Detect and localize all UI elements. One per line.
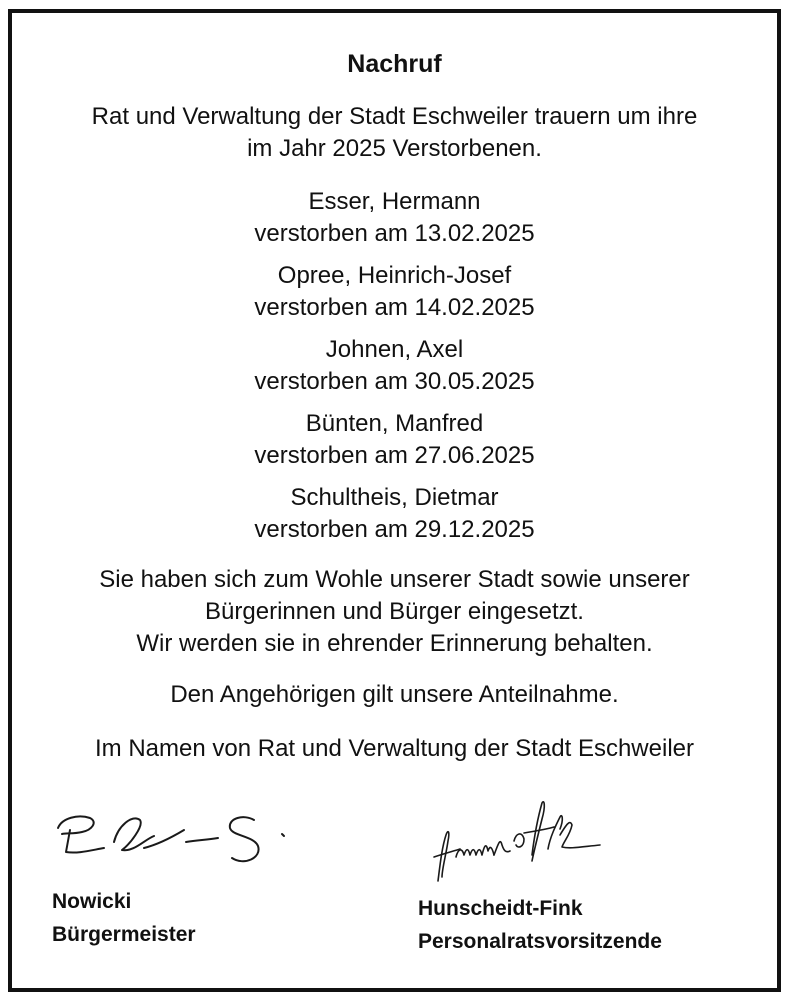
signatory-role: Bürgermeister <box>52 923 196 946</box>
intro-line-1: Rat und Verwaltung der Stadt Eschweiler trauern um ihre <box>91 103 698 130</box>
signature-hunscheidt-fink <box>420 795 610 890</box>
closing-text: Im Namen von Rat und Verwaltung der Stadt Eschweiler <box>95 735 694 762</box>
deceased-date: verstorben am 13.02.2025 <box>254 220 535 247</box>
deceased-name: Esser, Hermann <box>308 188 481 215</box>
deceased-name: Schultheis, Dietmar <box>290 484 499 511</box>
signatory-role: Personalratsvorsitzende <box>418 930 662 953</box>
deceased-name: Bünten, Manfred <box>305 410 484 437</box>
signature-nowicki <box>48 800 298 870</box>
deceased-date: verstorben am 30.05.2025 <box>254 368 535 395</box>
deceased-entry <box>0 482 789 546</box>
deceased-entry <box>0 186 789 250</box>
intro-line-2: im Jahr 2025 Verstorbenen. <box>247 135 542 162</box>
deceased-name: Johnen, Axel <box>325 336 464 363</box>
notice-title: Nachruf <box>347 50 442 78</box>
deceased-date: verstorben am 29.12.2025 <box>254 516 535 543</box>
deceased-name: Opree, Heinrich-Josef <box>277 262 512 289</box>
deceased-entry <box>0 408 789 472</box>
deceased-date: verstorben am 14.02.2025 <box>254 294 535 321</box>
signatory-name: Nowicki <box>52 890 132 913</box>
signatory-name: Hunscheidt-Fink <box>418 897 583 920</box>
signatory-staff-council <box>418 892 662 958</box>
signatory-mayor <box>52 885 196 951</box>
tribute-line-2: Bürgerinnen und Bürger eingesetzt. <box>205 598 584 625</box>
tribute-text <box>0 564 789 660</box>
tribute-line-1: Sie haben sich zum Wohle unserer Stadt sowie unserer <box>99 566 690 593</box>
intro-text <box>0 101 789 165</box>
deceased-entry <box>0 334 789 398</box>
deceased-entry <box>0 260 789 324</box>
deceased-date: verstorben am 27.06.2025 <box>254 442 535 469</box>
condolence-text: Den Angehörigen gilt unsere Anteilnahme. <box>170 681 619 708</box>
tribute-line-3: Wir werden sie in ehrender Erinnerung behalten. <box>136 630 653 657</box>
